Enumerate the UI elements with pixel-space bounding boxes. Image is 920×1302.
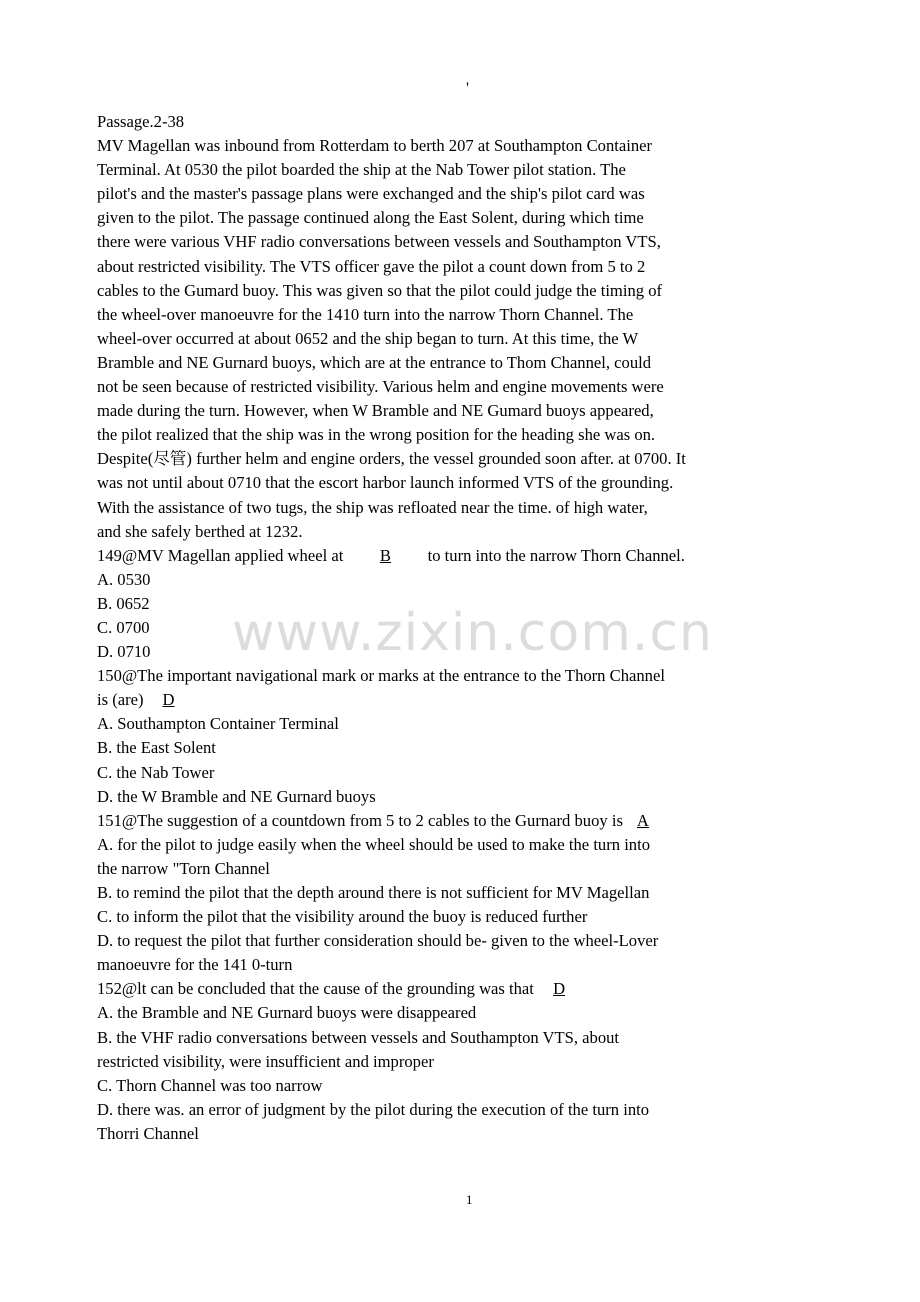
passage-line: cables to the Gumard buoy. This was given so that the pilot could judge the timing of: [97, 280, 663, 300]
page-number: 1: [466, 1192, 473, 1207]
answer-option: D. there was. an error of judgment by the pilot during the execution of the turn into: [97, 1099, 650, 1119]
answer-option: A. Southampton Container Terminal: [97, 714, 339, 734]
passage-line: MV Magellan was inbound from Rotterdam to berth 207 at Southampton Container: [97, 136, 653, 156]
passage-line: With the assistance of two tugs, the ship was refloated near the time. of high water,: [97, 497, 648, 517]
answer-option: B. the VHF radio conversations between vessels and Southampton VTS, about: [97, 1027, 620, 1047]
answer-option: B. the East Solent: [97, 738, 216, 758]
answer-option: C. to inform the pilot that the visibility around the buoy is reduced further: [97, 907, 588, 927]
document-content: [97, 110, 777, 1146]
answer-option: the narrow "Torn Channel: [97, 858, 270, 878]
header-mark: ': [466, 80, 469, 97]
answer-option: C. 0700: [97, 617, 150, 637]
passage-line: the wheel-over manoeuvre for the 1410 turn into the narrow Thorn Channel. The: [97, 304, 634, 324]
question-151-options: [97, 833, 777, 978]
answer-option: B. 0652: [97, 593, 150, 613]
answer-option: A. for the pilot to judge easily when the wheel should be used to make the turn into: [97, 834, 651, 854]
question-150-options: [97, 712, 777, 808]
question-149-answer: B: [379, 545, 391, 565]
answer-option: manoeuvre for the 141 0-turn: [97, 955, 293, 975]
answer-option: B. to remind the pilot that the depth around there is not sufficient for MV Magellan: [97, 883, 650, 902]
passage-line: pilot's and the master's passage plans were exchanged and the ship's pilot card was: [97, 184, 645, 204]
answer-option: D. to request the pilot that further consideration should be- given to the wheel-Lover: [97, 931, 659, 951]
answer-option: C. the Nab Tower: [97, 762, 215, 782]
passage-line: about restricted visibility. The VTS officer gave the pilot a count down from 5 to 2: [97, 256, 646, 276]
passage-line: the pilot realized that the ship was in the wrong position for the heading she was on.: [97, 425, 656, 445]
passage-line: not be seen because of restricted visibility. Various helm and engine movements were: [97, 377, 664, 397]
question-152-answer: D: [553, 979, 566, 999]
question-151-stem: 151@The suggestion of a countdown from 5 to 2 cables to the Gurnard buoy is A: [97, 809, 777, 833]
answer-option: D. 0710: [97, 642, 151, 662]
answer-option: A. 0530: [97, 569, 151, 589]
passage-line: was not until about 0710 that the escort harbor launch informed VTS of the grounding.: [97, 473, 674, 493]
passage-line: Bramble and NE Gurnard buoys, which are at the entrance to Thom Channel, could: [97, 352, 652, 372]
question-149-stem: 149@MV Magellan applied wheel at B to turn into the narrow Thorn Channel.: [97, 544, 777, 568]
passage-line: Terminal. At 0530 the pilot boarded the ship at the Nab Tower pilot station. The: [97, 160, 626, 180]
passage-line: Despite(尽管) further helm and engine orders, the vessel grounded soon after. at 0700. It: [97, 449, 686, 469]
watermark: www.zixin.com.cn: [232, 603, 713, 663]
answer-option: Thorri Channel: [97, 1123, 199, 1143]
answer-option: restricted visibility, were insufficient and improper: [97, 1051, 434, 1071]
passage-line: there were various VHF radio conversations between vessels and Southampton VTS,: [97, 232, 661, 252]
answer-option: D. the W Bramble and NE Gurnard buoys: [97, 786, 376, 806]
question-151-answer: A: [636, 810, 649, 830]
passage-line: given to the pilot. The passage continued along the East Solent, during which time: [97, 208, 644, 228]
passage-line: wheel-over occurred at about 0652 and the ship began to turn. At this time, the W: [97, 328, 639, 348]
question-152-options: [97, 1001, 777, 1146]
passage-line: and she safely berthed at 1232.: [97, 521, 303, 541]
question-152-stem: 152@lt can be concluded that the cause of the grounding was that D: [97, 977, 777, 1001]
passage-body: [97, 134, 777, 544]
passage-line: made during the turn. However, when W Bramble and NE Gumard buoys appeared,: [97, 401, 654, 421]
passage-title: Passage.2-38: [97, 112, 185, 131]
answer-option: A. the Bramble and NE Gurnard buoys were disappeared: [97, 1003, 477, 1023]
question-149-options: [97, 568, 777, 664]
question-150-stem-cont: is (are) D: [97, 688, 777, 712]
question-150-answer: D: [162, 690, 175, 710]
question-150-stem: 150@The important navigational mark or marks at the entrance to the Thorn Channel: [97, 666, 665, 686]
answer-option: C. Thorn Channel was too narrow: [97, 1075, 323, 1095]
